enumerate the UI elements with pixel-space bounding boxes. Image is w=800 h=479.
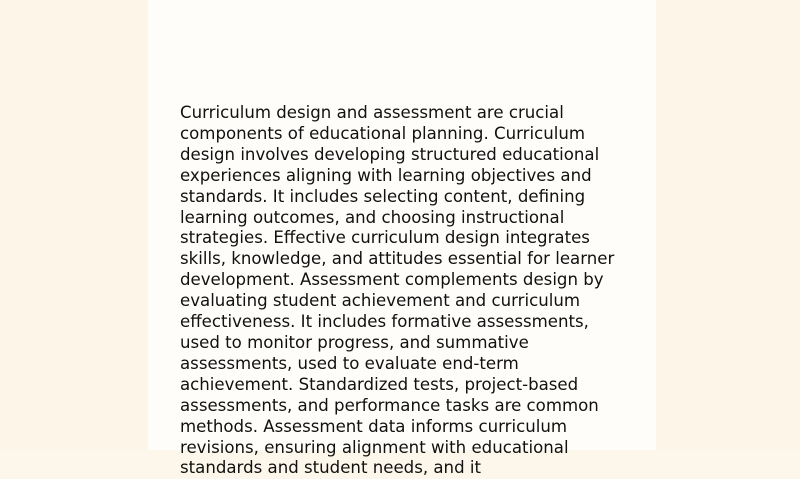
- document-paragraph: Curriculum design and assessment are crucial components of educational planning. Curriculum design involves developing structured educational experiences aligning with learning objectives and standards. It includes selecting content, defining learning outcomes, and choosing instructional strategies. Effective curriculum design integrates skills, knowledge, and attitudes essential for learner development. Assessment complements design by evaluating student achievement and curriculum effectiveness. It includes formative assessments, used to monitor progress, and summative assessments, used to evaluate end-term achievement. Standardized tests, project-based assessments, and performance tasks are common methods. Assessment data informs curriculum revisions, ensuring alignment with educational standards and student needs, and it: [180, 103, 615, 478]
- background-left: [0, 0, 148, 450]
- background-right: [656, 0, 800, 450]
- document-page: [148, 0, 656, 478]
